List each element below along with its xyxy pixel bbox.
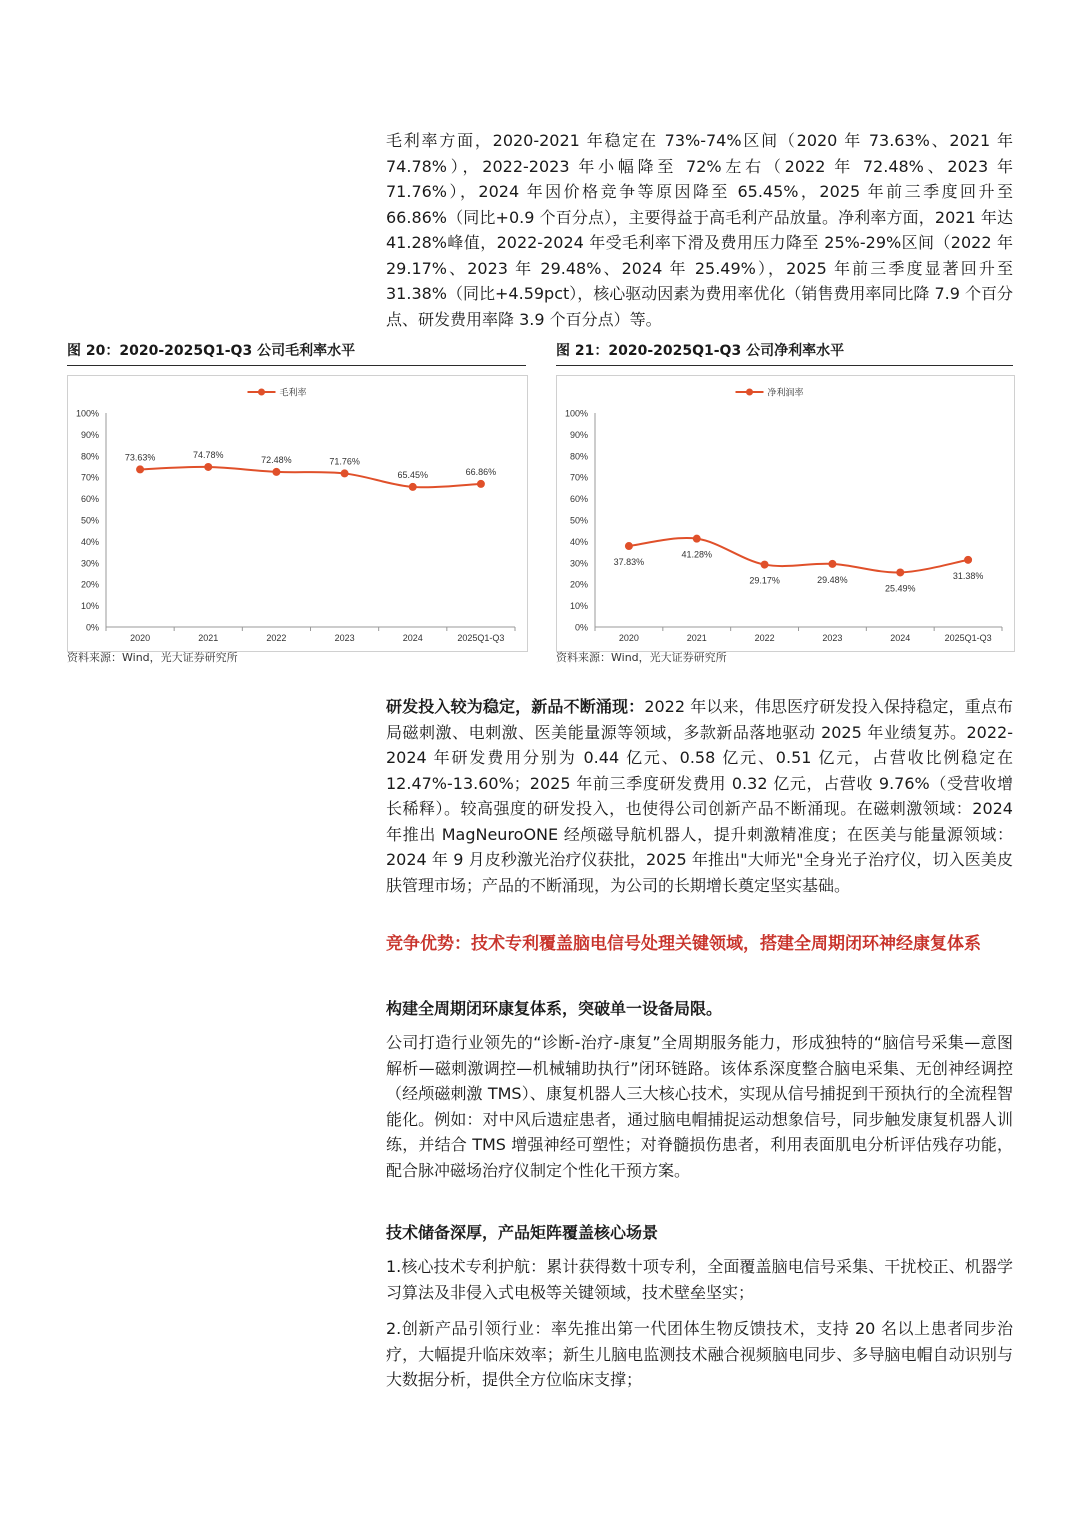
closed-loop-subheading: 构建全周期闭环康复体系，突破单一设备局限。: [386, 999, 723, 1018]
competitive-advantage-heading: 竞争优势：技术专利覆盖脑电信号处理关键领域，搭建全周期闭环神经康复体系: [386, 934, 981, 954]
x-tick-label: 2024: [402, 633, 423, 643]
y-tick-label: 40%: [569, 536, 588, 547]
y-tick-label: 100%: [564, 408, 588, 419]
figure-20-rule: [67, 365, 526, 366]
x-tick-label: 2024: [890, 633, 911, 643]
closed-loop-paragraph: 公司打造行业领先的“诊断-治疗-康复”全周期服务能力，形成独特的“脑信号采集—意图解析—磁刺激调控—机械辅助执行”闭环链路。该体系深度整合脑电采集、无创神经调控（经颅磁刺激 TMS）、康复机器人三大核心技术，实现从信号捕捉到干预执行的全流程智能化。例如：对中风后遗症患者，通过脑电帽捕捉运动想象信号，同步触发康复机器人训练，并结合 TMS 增强神经可塑性；对脊髓损伤患者，利用表面肌电分析评估残存功能，配合脉冲磁场治疗仪制定个性化干预方案。: [386, 1033, 1013, 1180]
data-point: [136, 465, 144, 473]
x-tick-label: 2021: [686, 633, 707, 643]
x-tick-label: 2020: [130, 633, 151, 643]
data-point: [896, 568, 904, 576]
rd-paragraph-lead: 研发投入较为稳定，新品不断涌现：: [386, 697, 645, 716]
y-tick-label: 50%: [569, 515, 588, 526]
y-tick-label: 70%: [80, 472, 99, 483]
y-tick-label: 80%: [569, 451, 588, 462]
series-line: [629, 538, 968, 572]
y-tick-label: 20%: [569, 579, 588, 590]
data-label: 29.48%: [817, 574, 848, 585]
data-label: 74.78%: [192, 449, 224, 460]
gross-margin-line-chart: [68, 376, 527, 651]
x-tick-label: 2025Q1-Q3: [457, 633, 505, 643]
series-line: [140, 467, 481, 487]
data-point: [761, 561, 769, 569]
data-point: [625, 542, 633, 550]
figure-21-rule: [556, 365, 1013, 366]
y-tick-label: 20%: [80, 579, 99, 590]
net-margin-line-chart: [557, 376, 1014, 651]
figure-20-title: 图 20：2020-2025Q1-Q3 公司毛利率水平: [67, 343, 356, 359]
data-point: [477, 480, 485, 488]
data-label: 31.38%: [952, 570, 984, 581]
y-tick-label: 10%: [569, 601, 588, 612]
y-tick-label: 0%: [85, 622, 99, 633]
y-tick-label: 60%: [80, 494, 99, 505]
y-tick-label: 30%: [80, 558, 99, 569]
data-label: 41.28%: [681, 549, 713, 560]
y-tick-label: 0%: [574, 622, 588, 633]
data-point: [272, 468, 280, 476]
y-tick-label: 10%: [80, 601, 99, 612]
list-item-products: 2.创新产品引领行业：率先推出第一代团体生物反馈技术，支持 20 名以上患者同步治疗，大幅提升临床效率；新生儿脑电监测技术融合视频脑电同步、多导脑电帽自动识别与大数据分析，提供全方位临床支撑；: [386, 1319, 1013, 1389]
y-tick-label: 70%: [569, 472, 588, 483]
y-tick-label: 60%: [569, 494, 588, 505]
legend-marker: [258, 389, 265, 396]
intro-paragraph: 毛利率方面，2020-2021 年稳定在 73%-74%区间（2020 年 73.63%、2021 年 74.78%），2022-2023 年小幅降至 72%左右（2022 年 72.48%、2023 年 71.76%），2024 年因价格竞争等原因降至 65.45%，2025 年前三季度回升至 66.86%（同比+0.9 个百分点），主要得益于高毛利产品放量。净利率方面，2021 年达 41.28%峰值，2022-2024 年受毛利率下滑及费用压力降至 25%-29%区间（2022 年 29.17%、2023 年 29.48%、2024 年 25.49%），2025 年前三季度显著回升至 31.38%（同比+4.59pct），核心驱动因素为费用率优化（销售费用率同比降 7.9 个百分点、研发费用率降 3.9 个百分点）等。: [386, 131, 1013, 329]
data-label: 71.76%: [329, 456, 360, 467]
y-tick-label: 30%: [569, 558, 588, 569]
legend-marker: [746, 389, 753, 396]
legend-label: 毛利率: [279, 387, 307, 398]
y-tick-label: 80%: [80, 451, 99, 462]
data-label: 72.48%: [261, 454, 292, 465]
legend-label: 净利润率: [767, 387, 804, 398]
data-label: 65.45%: [397, 469, 429, 480]
x-tick-label: 2025Q1-Q3: [944, 633, 992, 643]
data-point: [341, 469, 349, 477]
x-tick-label: 2023: [334, 633, 355, 643]
data-label: 29.17%: [749, 575, 780, 586]
x-tick-label: 2022: [754, 633, 775, 643]
data-point: [204, 463, 212, 471]
figure-21-title: 图 21：2020-2025Q1-Q3 公司净利率水平: [556, 343, 845, 359]
list-item-patents: 1.核心技术专利护航：累计获得数十项专利，全面覆盖脑电信号采集、干扰校正、机器学习算法及非侵入式电极等关键领域，技术壁垒坚实；: [386, 1257, 1013, 1302]
data-point: [693, 535, 701, 543]
data-point: [409, 483, 417, 491]
figure-21-source: 资料来源：Wind，光大证券研究所: [556, 651, 727, 664]
data-point: [828, 560, 836, 568]
y-tick-label: 90%: [80, 429, 99, 440]
y-tick-label: 50%: [80, 515, 99, 526]
x-tick-label: 2021: [198, 633, 219, 643]
rd-paragraph-body: 2022 年以来，伟思医疗研发投入保持稳定，重点布局磁刺激、电刺激、医美能量源等领域，多款新品落地驱动 2025 年业绩复苏。2022-2024 年研发费用分别为 0.44 亿元、0.58 亿元、0.51 亿元，占营收比例稳定在 12.47%-13.60%；2025 年前三季度研发费用 0.32 亿元，占营收 9.76%（受营收增长稀释）。较高强度的研发投入，也使得公司创新产品不断涌现。在磁刺激领域：2024 年推出 MagNeuroONE 经颅磁导航机器人，提升刺激精准度；在医美与能量源领域：2024 年 9 月皮秒激光治疗仪获批，2025 年推出"大师光"全身光子治疗仪，切入医美皮肤管理市场；产品的不断涌现，为公司的长期增长奠定坚实基础。: [386, 697, 1013, 895]
chart-gross-margin: [67, 375, 528, 652]
y-tick-label: 100%: [75, 408, 99, 419]
data-label: 66.86%: [465, 466, 497, 477]
data-label: 73.63%: [124, 452, 156, 463]
y-tick-label: 40%: [80, 536, 99, 547]
figure-20-source: 资料来源：Wind，光大证券研究所: [67, 651, 238, 664]
x-tick-label: 2022: [266, 633, 287, 643]
data-point: [964, 556, 972, 564]
x-tick-label: 2023: [822, 633, 843, 643]
tech-reserve-subheading: 技术储备深厚，产品矩阵覆盖核心场景: [386, 1223, 659, 1242]
x-tick-label: 2020: [618, 633, 639, 643]
chart-net-margin: [556, 375, 1015, 652]
rd-paragraph: [386, 694, 1013, 898]
data-label: 37.83%: [613, 557, 645, 568]
y-tick-label: 90%: [569, 429, 588, 440]
data-label: 25.49%: [884, 583, 916, 594]
